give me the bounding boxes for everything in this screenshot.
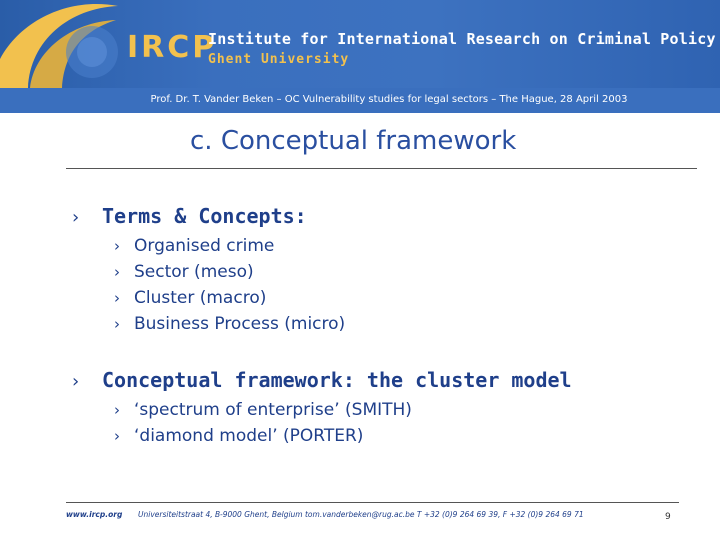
- university-name: Ghent University: [208, 52, 350, 67]
- list-item: [114, 400, 412, 420]
- footer-contact-info: Universiteitstraat 4, B-9000 Ghent, Belgium tom.vanderbeken@rug.ac.be T +32 (0)9 264 69 39, F +32 (0)9 264 69 71: [138, 510, 584, 519]
- title-divider: [66, 168, 697, 169]
- footer-website-link[interactable]: www.ircp.org: [66, 510, 123, 519]
- chevron-right-icon: ›: [114, 263, 120, 281]
- slide-title: c. Conceptual framework: [190, 126, 517, 156]
- list-item-label: Organised crime: [134, 236, 275, 256]
- section-heading-cluster-model: [72, 368, 572, 392]
- institute-name: Institute for International Research on Criminal Policy: [208, 30, 716, 48]
- list-item: [114, 262, 254, 282]
- chevron-right-icon: ›: [114, 289, 120, 307]
- chevron-right-icon: ›: [114, 315, 120, 333]
- section-heading-terms: [72, 204, 307, 228]
- chevron-right-icon: ›: [72, 207, 80, 228]
- ircp-logo-swirl-icon: [0, 0, 130, 88]
- list-item-label: Business Process (micro): [134, 314, 346, 334]
- page-number: 9: [665, 512, 671, 522]
- chevron-right-icon: ›: [114, 427, 120, 445]
- list-item-label: Sector (meso): [134, 262, 254, 282]
- list-item: [114, 236, 274, 256]
- list-item-label: ‘diamond model’ (PORTER): [134, 426, 364, 446]
- section-heading-label: Conceptual framework: the cluster model: [102, 368, 572, 392]
- list-item-label: ‘spectrum of enterprise’ (SMITH): [134, 400, 412, 420]
- chevron-right-icon: ›: [72, 371, 80, 392]
- brand-logo-text: IRCP: [127, 30, 218, 65]
- presenter-info: Prof. Dr. T. Vander Beken – OC Vulnerability studies for legal sectors – The Hague, 28 April 2003: [150, 94, 628, 105]
- chevron-right-icon: ›: [114, 237, 120, 255]
- section-heading-label: Terms & Concepts:: [102, 204, 307, 228]
- header-banner: [0, 0, 720, 88]
- chevron-right-icon: ›: [114, 401, 120, 419]
- presenter-banner: [0, 88, 720, 113]
- list-item: [114, 314, 345, 334]
- footer-divider: [66, 502, 679, 503]
- list-item: [114, 426, 363, 446]
- list-item-label: Cluster (macro): [134, 288, 267, 308]
- list-item: [114, 288, 266, 308]
